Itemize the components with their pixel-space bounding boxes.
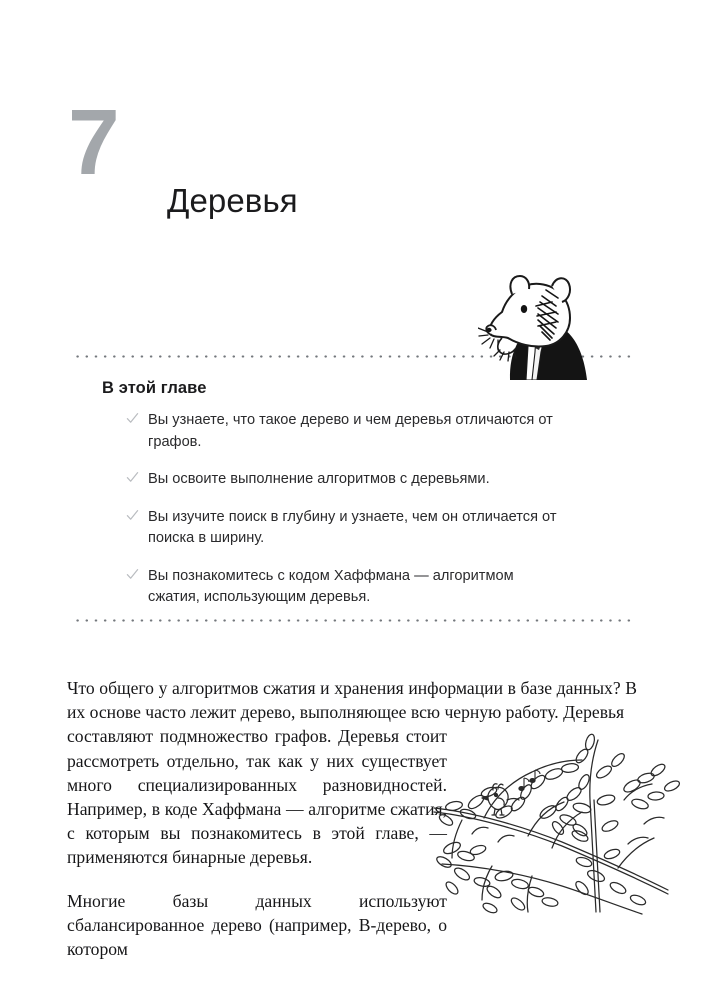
- dotted-divider-bottom: [73, 619, 635, 622]
- chapter-objectives-list: [126, 410, 558, 609]
- chapter-title: Деревья: [167, 182, 298, 220]
- list-item-label: Вы освоите выполнение алгоритмов с деревьями.: [148, 471, 490, 487]
- paragraph-1-lead: Что общего у алгоритмов сжатия и хранения информации в базе данных? В их основе часто лежит дерево, выполняющее всю черную работу. Деревья: [67, 678, 637, 723]
- check-icon: [126, 568, 139, 581]
- chapter-number: 7: [68, 90, 118, 194]
- list-item-label: Вы познакомитесь с кодом Хаффмана — алгоритмом сжатия, использующим деревья.: [148, 567, 514, 605]
- paragraph-2: Многие базы данных используют сбалансированное дерево (например, B-дерево, о котором: [67, 890, 447, 960]
- list-item: [126, 507, 558, 550]
- mole-in-suit-illustration: [478, 262, 600, 380]
- list-item: [126, 410, 558, 453]
- list-item: [126, 566, 558, 609]
- body-text: [67, 676, 637, 961]
- check-icon: [126, 471, 139, 484]
- check-icon: [126, 412, 139, 425]
- list-item-label: Вы узнаете, что такое дерево и чем деревья отличаются от графов.: [148, 412, 553, 450]
- list-item: [126, 469, 558, 491]
- chapter-intro-heading: В этой главе: [102, 379, 207, 397]
- paragraph-1-wrapped: составляют подмножество графов. Деревья стоит рассмотреть отдельно, так как у них существует много специализированных разновидностей. Например, в коде Хаффмана — алгоритме сжатия, с которым вы познакомитесь в этой главе, — применяются бинарные деревья.: [67, 726, 447, 868]
- check-icon: [126, 509, 139, 522]
- list-item-label: Вы изучите поиск в глубину и узнаете, чем он отличается от поиска в ширину.: [148, 508, 557, 546]
